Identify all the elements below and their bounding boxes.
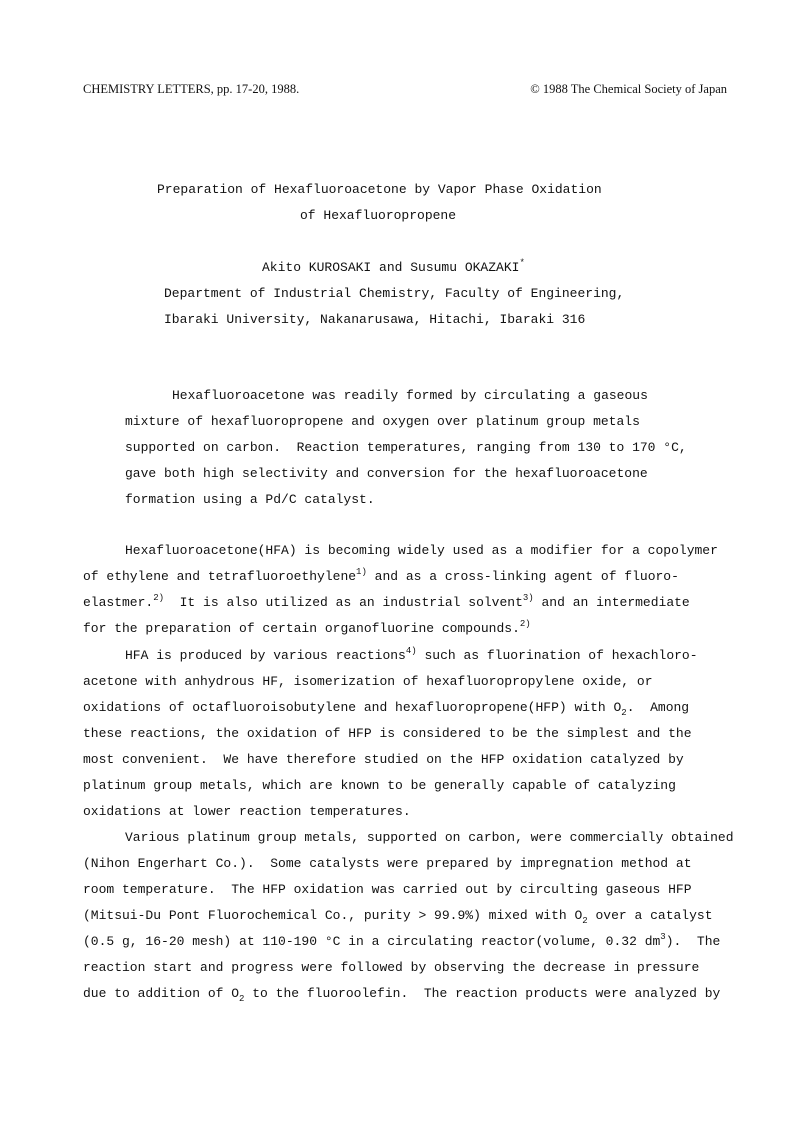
text-run: and an intermediate [533, 595, 690, 610]
text-run: to the fluoroolefin. The reaction products were analyzed by [244, 986, 721, 1001]
body-line: oxidations at lower reaction temperatures. [83, 804, 411, 819]
body-line [83, 986, 721, 1004]
body-line [125, 648, 698, 663]
affiliation-line-1: Department of Industrial Chemistry, Faculty of Engineering, [164, 286, 625, 301]
text-run: oxidations of octafluoroisobutylene and hexafluoropropene(HFP) with O [83, 700, 622, 715]
text-run: (Mitsui-Du Pont Fluorochemical Co., purity > 99.9%) mixed with O [83, 908, 583, 923]
body-line [83, 934, 720, 949]
text-run: . Among [626, 700, 690, 715]
body-line: acetone with anhydrous HF, isomerization of hexafluoropropylene oxide, or [83, 674, 653, 689]
title-line-2: of Hexafluoropropene [300, 208, 457, 223]
body-line [83, 700, 690, 718]
journal-citation: CHEMISTRY LETTERS, pp. 17-20, 1988. [83, 82, 300, 96]
abstract-line: mixture of hexafluoropropene and oxygen over platinum group metals [125, 414, 640, 429]
text-run: and as a cross-linking agent of fluoro- [366, 569, 679, 584]
author-list: Akito KUROSAKI and Susumu OKAZAKI [262, 260, 520, 275]
corresponding-author-mark: * [519, 258, 525, 268]
text-run: such as fluorination of hexachloro- [416, 648, 698, 663]
reference-mark: 3) [522, 593, 534, 603]
body-line: most convenient. We have therefore studied on the HFP oxidation catalyzed by [83, 752, 684, 767]
body-line: (Nihon Engerhart Co.). Some catalysts were prepared by impregnation method at [83, 856, 692, 871]
body-line [83, 908, 713, 926]
abstract-line: formation using a Pd/C catalyst. [125, 492, 375, 507]
superscript: 3 [660, 932, 666, 942]
body-line: Various platinum group metals, supported on carbon, were commercially obtained [125, 830, 734, 845]
body-line [83, 595, 690, 610]
text-run: over a catalyst [587, 908, 713, 923]
text-run: due to addition of O [83, 986, 240, 1001]
reference-mark: 4) [405, 646, 417, 656]
abstract-line: gave both high selectivity and conversion for the hexafluoroacetone [125, 466, 648, 481]
subscript: 2 [621, 708, 627, 718]
body-line: platinum group metals, which are known to be generally capable of catalyzing [83, 778, 676, 793]
text-run: ). The [665, 934, 721, 949]
title-line-1: Preparation of Hexafluoroacetone by Vapor Phase Oxidation [157, 182, 602, 197]
reference-mark: 1) [356, 567, 367, 577]
reference-mark: 2) [519, 619, 531, 629]
text-run: of ethylene and tetrafluoroethylene [83, 569, 357, 584]
subscript: 2 [582, 916, 588, 926]
text-run: It is also utilized as an industrial solvent [164, 595, 523, 610]
body-line [83, 621, 531, 636]
affiliation-line-2: Ibaraki University, Nakanarusawa, Hitachi, Ibaraki 316 [164, 312, 586, 327]
abstract-line: Hexafluoroacetone was readily formed by circulating a gaseous [172, 388, 648, 403]
text-run: for the preparation of certain organofluorine compounds. [83, 621, 520, 636]
subscript: 2 [239, 994, 245, 1004]
body-line: room temperature. The HFP oxidation was carried out by circulting gaseous HFP [83, 882, 692, 897]
copyright-notice: © 1988 The Chemical Society of Japan [530, 82, 727, 96]
text-run: elastmer. [83, 595, 154, 610]
body-line: reaction start and progress were followed by observing the decrease in pressure [83, 960, 700, 975]
running-header [83, 82, 727, 98]
body-line [83, 569, 679, 584]
text-run: HFA is produced by various reactions [125, 648, 406, 663]
body-line: Hexafluoroacetone(HFA) is becoming widely used as a modifier for a copolymer [125, 543, 718, 558]
body-line: these reactions, the oxidation of HFP is considered to be the simplest and the [83, 726, 692, 741]
author-names [262, 260, 525, 275]
reference-mark: 2) [153, 593, 165, 603]
text-run: (0.5 g, 16-20 mesh) at 110-190 °C in a circulating reactor(volume, 0.32 dm [83, 934, 661, 949]
abstract-line: supported on carbon. Reaction temperatures, ranging from 130 to 170 °C, [125, 440, 687, 455]
